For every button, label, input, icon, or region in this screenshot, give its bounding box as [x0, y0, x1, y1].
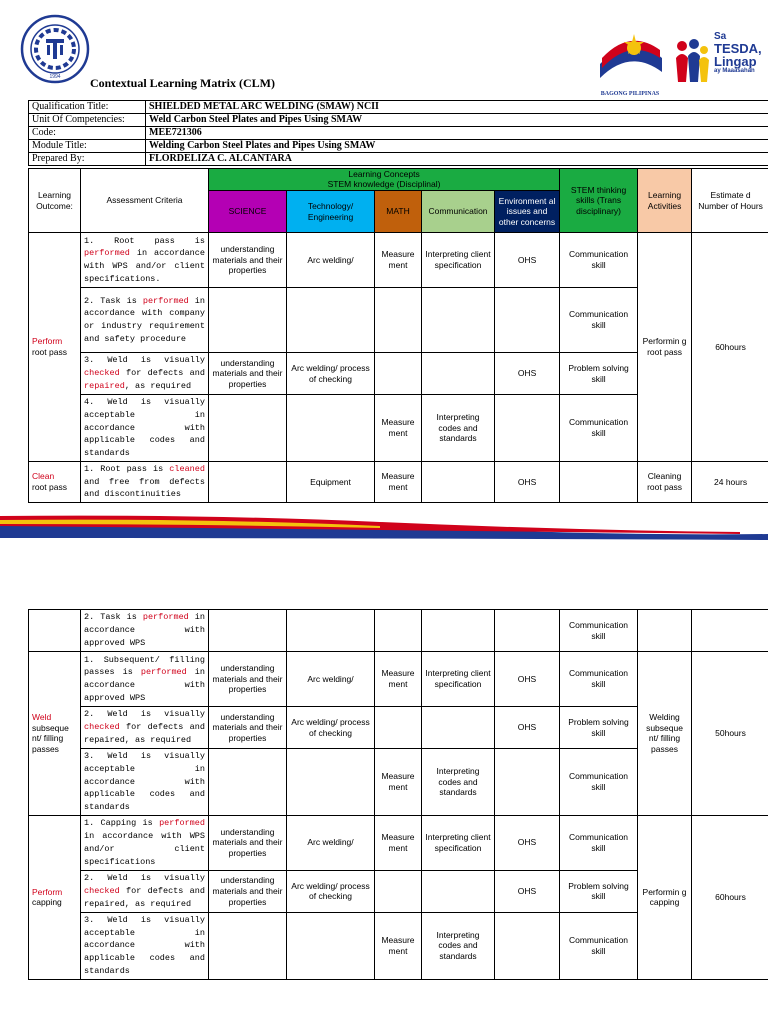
ac-text: for defects and repaired, as required [84, 885, 205, 909]
math-cell [375, 610, 422, 652]
assessment-criterion [81, 288, 209, 353]
tesda-lingap-logo [666, 28, 766, 92]
ac-text: in accordance with approved WPS [84, 612, 205, 648]
tesda-logo-text-sa: Sa [714, 31, 727, 42]
ac-text: in accordance with approved WPS [84, 667, 205, 703]
technology-cell [287, 610, 375, 652]
learning-activity-cell: Welding subseque nt/ filling passes [638, 652, 692, 816]
ac-text: in accordance with WPS and/or client specifications [84, 831, 205, 867]
communication-cell: Interpreting codes and standards [422, 912, 495, 979]
assessment-criterion: 4. Weld is visually acceptable in accordance with applicable codes and standards [81, 395, 209, 462]
technology-cell [287, 395, 375, 462]
meta-value: Weld Carbon Steel Plates and Pipes Using SMAW [146, 114, 768, 127]
communication-cell: Interpreting codes and standards [422, 749, 495, 816]
communication-cell [422, 288, 495, 353]
communication-cell [422, 461, 495, 502]
communication-cell [422, 353, 495, 395]
ac-highlight: checked [84, 368, 120, 379]
math-cell: Measure ment [375, 912, 422, 979]
science-cell [209, 395, 287, 462]
clm-matrix-page-1 [28, 168, 768, 503]
environment-cell: OHS [495, 815, 560, 870]
ac-highlight: performed [140, 667, 187, 678]
lo-rest: subseque nt/ filling passes [32, 722, 69, 754]
table-row [29, 610, 768, 652]
header-assessment-criteria: Assessment Criteria [81, 169, 209, 233]
assessment-criterion [81, 233, 209, 288]
assessment-criterion [81, 652, 209, 707]
learning-outcome-weld-filling-passes [29, 652, 81, 816]
lo-rest: root pass [32, 481, 67, 492]
stem-thinking-cell: Communication skill [560, 912, 638, 979]
lo-verb: Perform [32, 336, 63, 347]
assessment-criterion [81, 353, 209, 395]
stem-thinking-cell: Communication skill [560, 652, 638, 707]
science-cell: understanding materials and their properties [209, 233, 287, 288]
environment-cell: OHS [495, 461, 560, 502]
lo-rest: root pass [32, 346, 67, 357]
technology-cell: Arc welding/ [287, 652, 375, 707]
svg-text:1994: 1994 [49, 74, 61, 80]
hours-cell [692, 610, 768, 652]
technology-cell [287, 749, 375, 816]
environment-cell: OHS [495, 707, 560, 749]
meta-value: MEE721306 [146, 127, 768, 140]
meta-row [29, 114, 768, 127]
stem-thinking-cell: Communication skill [560, 610, 638, 652]
header-environment: Environment al issues and other concerns [495, 191, 560, 233]
bagong-pilipinas-logo [590, 28, 670, 96]
lo-rest: capping [32, 897, 62, 908]
technology-cell: Arc welding/ process of checking [287, 353, 375, 395]
meta-label: Qualification Title: [29, 101, 146, 114]
science-cell [209, 749, 287, 816]
ac-text: 2. Task is [84, 612, 143, 623]
ac-text: 1. Root pass is [84, 235, 205, 246]
header-row-1 [29, 169, 768, 191]
assessment-criterion [81, 707, 209, 749]
technology-cell: Arc welding/ process of checking [287, 870, 375, 912]
ac-text: for defects and repaired, as required [84, 722, 205, 745]
ac-text: 2. Weld is visually [84, 873, 205, 884]
ac-text: , as required [124, 380, 192, 391]
ac-highlight: checked [84, 885, 120, 896]
stem-thinking-cell [560, 461, 638, 502]
hours-cell: 60hours [692, 233, 768, 462]
ac-text: and free from defects and discontinuities [84, 476, 205, 500]
bagong-pilipinas-caption: BAGONG PILIPINAS [600, 91, 660, 97]
stem-thinking-cell: Problem solving skill [560, 353, 638, 395]
assessment-criterion [81, 610, 209, 652]
lo-verb: Clean [32, 471, 55, 482]
stem-thinking-cell: Communication skill [560, 233, 638, 288]
meta-value: Welding Carbon Steel Plates and Pipes Using SMAW [146, 140, 768, 153]
math-cell: Measure ment [375, 395, 422, 462]
page-2 [0, 575, 768, 1024]
stem-thinking-cell: Communication skill [560, 749, 638, 816]
table-row [29, 233, 768, 288]
math-cell: Measure ment [375, 233, 422, 288]
learning-concepts-label: Learning Concepts [348, 169, 420, 180]
assessment-criterion [81, 815, 209, 870]
ac-text: for defects and [119, 368, 205, 379]
ac-text: 2. Weld is visually [84, 709, 205, 720]
stem-thinking-cell: Communication skill [560, 395, 638, 462]
learning-activity-cell: Performin g capping [638, 815, 692, 979]
communication-cell: Interpreting client specification [422, 652, 495, 707]
environment-cell: OHS [495, 870, 560, 912]
header-stem-thinking: STEM thinking skills (Trans disciplinary) [560, 169, 638, 233]
meta-table [28, 100, 768, 166]
science-cell: understanding materials and their properties [209, 353, 287, 395]
lo-verb: Weld [32, 712, 52, 723]
communication-cell [422, 707, 495, 749]
environment-cell: OHS [495, 652, 560, 707]
math-cell: Measure ment [375, 461, 422, 502]
communication-cell [422, 870, 495, 912]
math-cell [375, 353, 422, 395]
assessment-criterion [81, 870, 209, 912]
learning-activity-cell [638, 610, 692, 652]
environment-cell [495, 912, 560, 979]
clm-matrix-page-2 [28, 609, 768, 980]
communication-cell: Interpreting client specification [422, 815, 495, 870]
science-cell: understanding materials and their properties [209, 815, 287, 870]
header-learning-concepts [209, 169, 560, 191]
tesda-logo-text-maaasahan: ay Maaasahan [714, 68, 755, 74]
meta-row [29, 101, 768, 114]
tesda-logo-text-lingap: Lingap [714, 54, 757, 69]
hours-cell: 50hours [692, 652, 768, 816]
table-row [29, 652, 768, 707]
ac-highlight: performed [159, 818, 205, 829]
environment-cell [495, 288, 560, 353]
assessment-criterion: 3. Weld is visually acceptable in accordance with applicable codes and standards [81, 912, 209, 979]
stem-thinking-cell: Communication skill [560, 815, 638, 870]
communication-cell: Interpreting client specification [422, 233, 495, 288]
stem-thinking-cell: Problem solving skill [560, 707, 638, 749]
document-title: Contextual Learning Matrix (CLM) [90, 76, 275, 90]
ac-text: in accordance with company or industry requirement and safety procedure [84, 295, 205, 344]
math-cell [375, 870, 422, 912]
ac-text: 2. Task is [84, 295, 143, 306]
science-cell [209, 461, 287, 502]
table-row [29, 461, 768, 502]
table-row [29, 815, 768, 870]
meta-value: FLORDELIZA C. ALCANTARA [146, 153, 768, 166]
learning-outcome-perform-capping [29, 815, 81, 979]
ac-text: 1. Root pass is [84, 463, 170, 474]
science-cell [209, 912, 287, 979]
ac-highlight: cleaned [169, 463, 205, 474]
assessment-criterion: 3. Weld is visually acceptable in accordance with applicable codes and standards [81, 749, 209, 816]
ac-highlight: performed [142, 295, 189, 306]
environment-cell: OHS [495, 353, 560, 395]
header-learning-outcome: Learning Outcome: [29, 169, 81, 233]
communication-cell [422, 610, 495, 652]
ac-highlight: performed [84, 248, 130, 259]
technology-cell: Arc welding/ [287, 815, 375, 870]
ac-text: in accordance with WPS and/or client specifications. [84, 248, 205, 284]
learning-outcome-cell [29, 610, 81, 652]
science-cell: understanding materials and their properties [209, 870, 287, 912]
ac-text: 1. Subsequent/ filling passes is [84, 654, 205, 678]
environment-cell [495, 749, 560, 816]
meta-row [29, 127, 768, 140]
stem-thinking-cell: Communication skill [560, 288, 638, 353]
footer-decorative-band [0, 512, 768, 542]
meta-label: Code: [29, 127, 146, 140]
meta-row [29, 140, 768, 153]
math-cell: Measure ment [375, 652, 422, 707]
header-math: MATH [375, 191, 422, 233]
tesda-logo-text-tesda: TESDA, [714, 41, 762, 56]
learning-outcome-clean-root-pass [29, 461, 81, 502]
ac-text: 1. Capping is [84, 818, 160, 829]
header-communication: Communication [422, 191, 495, 233]
header-learning-activities: Learning Activities [638, 169, 692, 233]
technology-cell [287, 912, 375, 979]
learning-activity-cell: Performin g root pass [638, 233, 692, 462]
meta-label: Unit Of Competencies: [29, 114, 146, 127]
assessment-criterion [81, 461, 209, 502]
stem-knowledge-label: STEM knowledge (Disciplinal) [327, 178, 441, 189]
communication-cell: Interpreting codes and standards [422, 395, 495, 462]
meta-label: Module Title: [29, 140, 146, 153]
science-cell: understanding materials and their properties [209, 652, 287, 707]
science-cell [209, 288, 287, 353]
ac-highlight: checked [84, 722, 120, 733]
environment-cell [495, 610, 560, 652]
technology-cell [287, 288, 375, 353]
technology-cell: Arc welding/ [287, 233, 375, 288]
math-cell [375, 288, 422, 353]
math-cell: Measure ment [375, 749, 422, 816]
header-estimated-hours: Estimate d Number of Hours [692, 169, 768, 233]
learning-activity-cell: Cleaning root pass [638, 461, 692, 502]
science-cell [209, 610, 287, 652]
hours-cell: 60hours [692, 815, 768, 979]
ac-highlight: repaired [84, 380, 125, 391]
environment-cell: OHS [495, 233, 560, 288]
math-cell [375, 707, 422, 749]
hours-cell: 24 hours [692, 461, 768, 502]
learning-outcome-perform-root-pass [29, 233, 81, 462]
tesda-seal-logo [20, 14, 90, 84]
ac-highlight: performed [142, 612, 189, 623]
technology-cell: Arc welding/ process of checking [287, 707, 375, 749]
header-science: SCIENCE [209, 191, 287, 233]
meta-row [29, 153, 768, 166]
environment-cell [495, 395, 560, 462]
header-technology: Technology/ Engineering [287, 191, 375, 233]
meta-label: Prepared By: [29, 153, 146, 166]
stem-thinking-cell: Problem solving skill [560, 870, 638, 912]
lo-verb: Perform [32, 886, 63, 897]
technology-cell: Equipment [287, 461, 375, 502]
science-cell: understanding materials and their properties [209, 707, 287, 749]
people-icon [672, 38, 710, 86]
math-cell: Measure ment [375, 815, 422, 870]
ac-text: 3. Weld is visually [84, 355, 205, 366]
meta-value: SHIELDED METAL ARC WELDING (SMAW) NCII [146, 101, 768, 114]
